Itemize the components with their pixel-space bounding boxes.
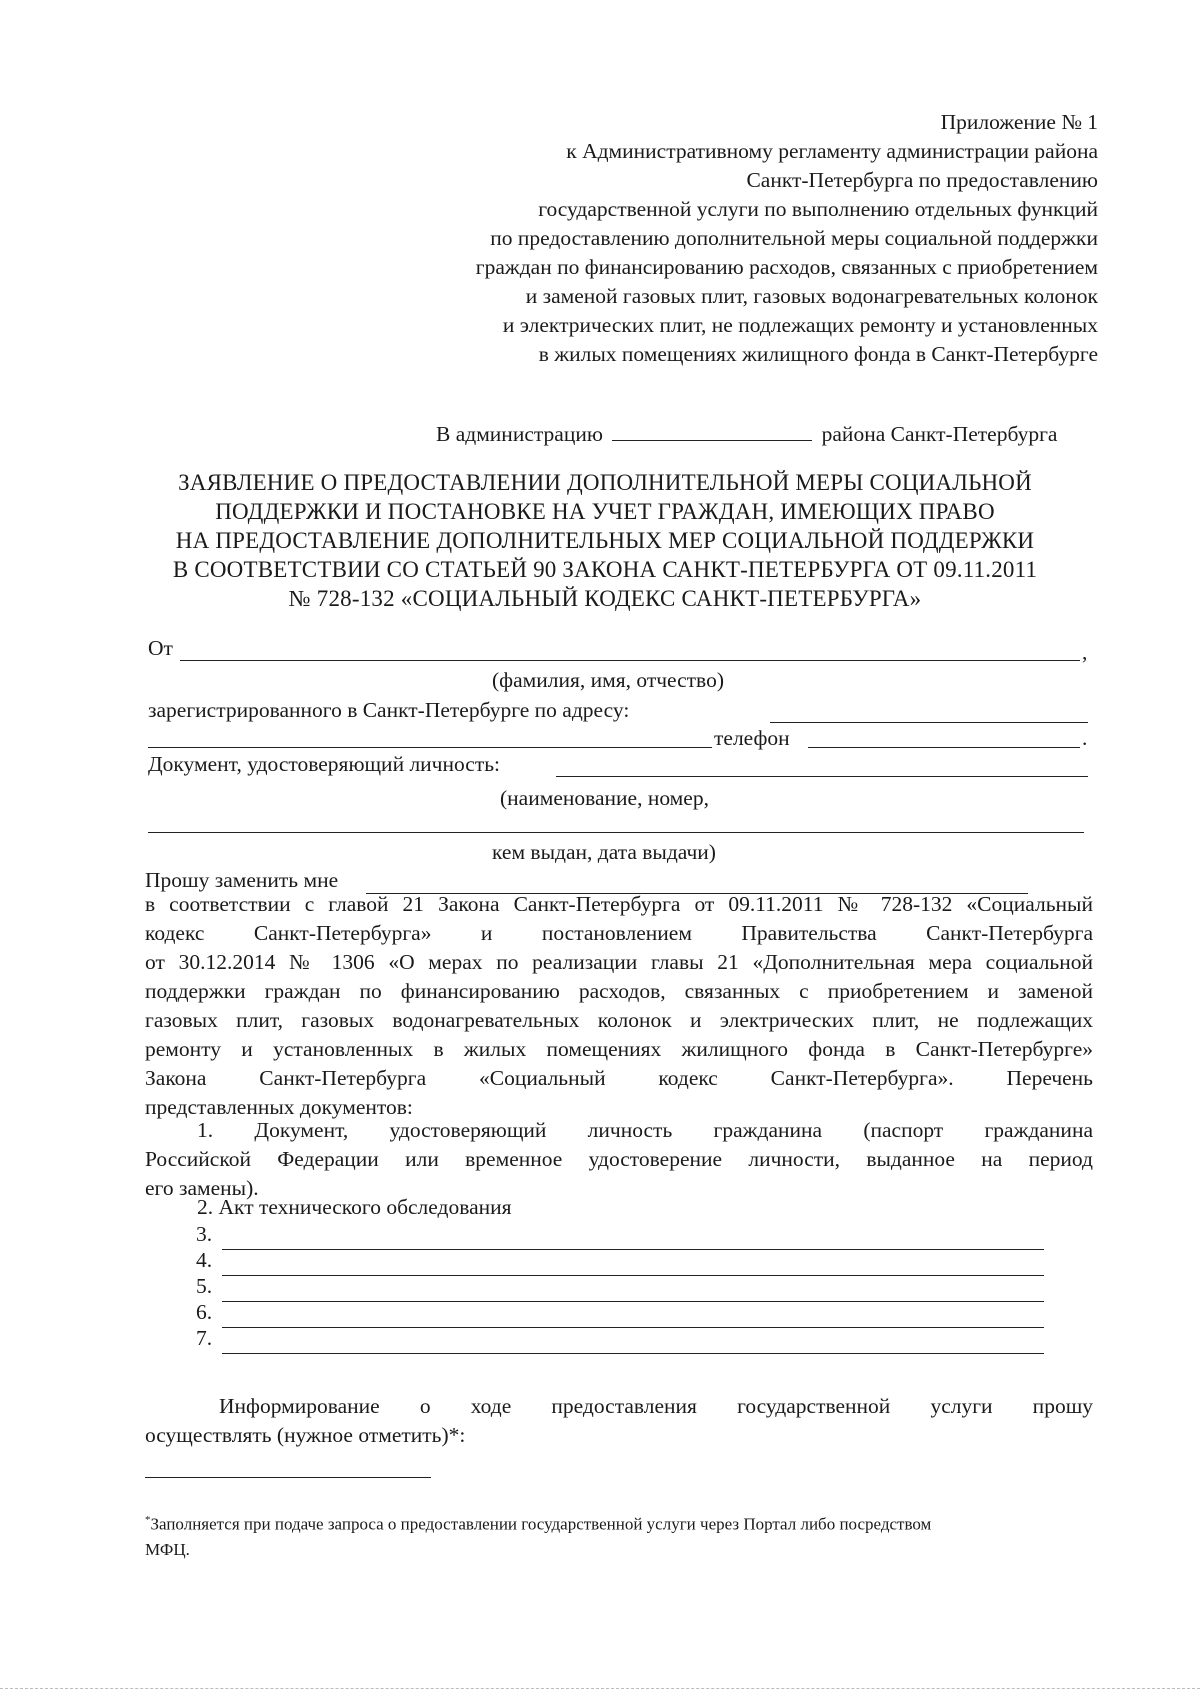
- id-caption-1: (наименование, номер,: [500, 786, 709, 810]
- doc-item-line: его замены).: [145, 1176, 259, 1200]
- list-number: 3.: [196, 1222, 213, 1246]
- title-line: ПОДДЕРЖКИ И ПОСТАНОВКЕ НА УЧЕТ ГРАЖДАН, ИМЕЮЩИХ ПРАВО: [215, 499, 995, 524]
- appendix-line: к Административному регламенту администрации района: [566, 139, 1098, 163]
- body-line: Закона Санкт-Петербурга «Социальный кодекс Санкт-Петербурга». Перечень: [145, 1066, 1093, 1090]
- district-field[interactable]: [612, 418, 812, 441]
- body-line: представленных документов:: [145, 1095, 413, 1119]
- addressee-suffix: района Санкт-Петербурга: [821, 422, 1058, 446]
- body-line: ремонту и установленных в жилых помещениях жилищного фонда в Санкт-Петербурге»: [145, 1037, 1093, 1061]
- request-label: Прошу заменить мне: [145, 868, 339, 892]
- phone-field[interactable]: [808, 747, 1080, 748]
- body-line: кодекс Санкт-Петербурга» и постановлением Правительства Санкт-Петербурга: [145, 921, 1093, 945]
- list-number: 4.: [196, 1248, 213, 1272]
- appendix-line: Санкт-Петербурга по предоставлению: [746, 168, 1098, 192]
- body-line: в соответствии с главой 21 Закона Санкт-Петербурга от 09.11.2011 № 728-132 «Социальный: [145, 892, 1093, 916]
- title-line: В СООТВЕТСТВИИ СО СТАТЬЕЙ 90 ЗАКОНА САНКТ-ПЕТЕРБУРГА ОТ 09.11.2011: [172, 557, 1038, 582]
- address-field[interactable]: [770, 722, 1088, 723]
- footnote-rule: [145, 1477, 431, 1478]
- inform-line: осуществлять (нужное отметить)*:: [145, 1423, 466, 1447]
- list-number: 7.: [196, 1326, 213, 1350]
- address-field-cont[interactable]: [148, 747, 712, 748]
- id-doc-field[interactable]: [556, 776, 1088, 777]
- title-line: НА ПРЕДОСТАВЛЕНИЕ ДОПОЛНИТЕЛЬНЫХ МЕР СОЦИАЛЬНОЙ ПОДДЕРЖКИ: [175, 528, 1035, 553]
- appendix-header: [378, 108, 1098, 369]
- registered-label: зарегистрированного в Санкт-Петербурге по адресу:: [148, 698, 630, 722]
- document-field-5[interactable]: [222, 1301, 1044, 1302]
- title-line: ЗАЯВЛЕНИЕ О ПРЕДОСТАВЛЕНИИ ДОПОЛНИТЕЛЬНОЙ МЕРЫ СОЦИАЛЬНОЙ: [178, 470, 1032, 495]
- body-paragraph: [145, 890, 1093, 1122]
- body-line: газовых плит, газовых водонагревательных колонок и электрических плит, не подлежащих: [145, 1008, 1093, 1032]
- inform-paragraph: [145, 1392, 1093, 1450]
- fio-field[interactable]: [180, 660, 1080, 661]
- footnote-text-2: МФЦ.: [145, 1539, 190, 1559]
- footnote-mark: *: [145, 1514, 151, 1526]
- id-doc-field-cont[interactable]: [148, 832, 1084, 833]
- doc-item-2: 2. Акт технического обследования: [197, 1195, 512, 1219]
- doc-item-line: 1. Документ, удостоверяющий личность гражданина (паспорт гражданина: [197, 1118, 1093, 1142]
- fio-caption: (фамилия, имя, отчество): [492, 668, 724, 692]
- document-field-7[interactable]: [222, 1353, 1044, 1354]
- id-doc-label: Документ, удостоверяющий личность:: [148, 752, 500, 776]
- addressee-line: [436, 418, 1057, 447]
- body-line: от 30.12.2014 № 1306 «О мерах по реализации главы 21 «Дополнительная мера социальной: [145, 950, 1093, 974]
- doc-item-1: [145, 1116, 1093, 1203]
- from-label: От: [148, 636, 173, 660]
- footnote: [145, 1508, 1095, 1562]
- document-field-6[interactable]: [222, 1327, 1044, 1328]
- phone-label: телефон: [714, 726, 790, 750]
- body-line: поддержки граждан по финансированию расходов, связанных с приобретением и заменой: [145, 979, 1093, 1003]
- document-field-3[interactable]: [222, 1249, 1044, 1250]
- id-caption-2: кем выдан, дата выдачи): [492, 840, 716, 864]
- inform-line: Информирование о ходе предоставления государственной услуги прошу: [219, 1394, 1093, 1418]
- title-line: № 728-132 «СОЦИАЛЬНЫЙ КОДЕКС САНКТ-ПЕТЕРБУРГА»: [288, 586, 922, 611]
- scan-edge-divider: [0, 1688, 1200, 1689]
- appendix-line: в жилых помещениях жилищного фонда в Санкт-Петербурге: [538, 342, 1098, 366]
- appendix-line: государственной услуги по выполнению отдельных функций: [538, 197, 1098, 221]
- from-comma: ,: [1082, 640, 1088, 664]
- appendix-line: граждан по финансированию расходов, связанных с приобретением: [475, 255, 1098, 279]
- addressee-prefix: В администрацию: [436, 422, 603, 446]
- document-field-4[interactable]: [222, 1275, 1044, 1276]
- appendix-line: Приложение № 1: [940, 110, 1098, 134]
- footnote-text: Заполняется при подаче запроса о предоставлении государственной услуги через Портал либо посредством: [150, 1514, 932, 1534]
- document-title: [140, 468, 1070, 613]
- list-number: 5.: [196, 1274, 213, 1298]
- appendix-line: и электрических плит, не подлежащих ремонту и установленных: [502, 313, 1098, 337]
- appendix-line: и заменой газовых плит, газовых водонагревательных колонок: [525, 284, 1098, 308]
- appendix-line: по предоставлению дополнительной меры социальной поддержки: [490, 226, 1098, 250]
- list-number: 6.: [196, 1300, 213, 1324]
- doc-item-line: Российской Федерации или временное удостоверение личности, выданное на период: [145, 1147, 1093, 1171]
- phone-period: .: [1082, 726, 1088, 750]
